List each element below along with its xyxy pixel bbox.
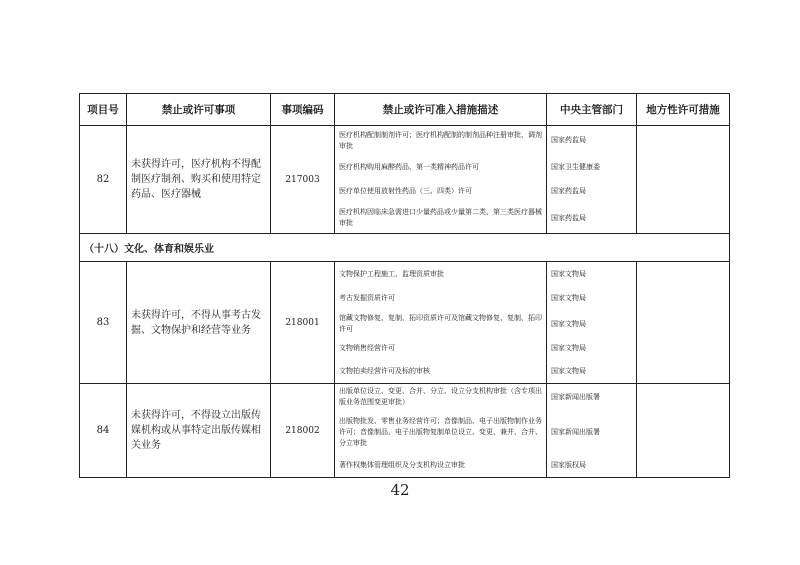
section-title: （十八）文化、体育和娱乐业 [80,234,730,262]
measure-dept: 国家文物局 [551,269,586,278]
row-depts [547,262,637,384]
measure-desc: 馆藏文物修复、复制、拓印资质许可及馆藏文物修复、复制、拓印许可 [339,314,542,333]
row-local [637,126,730,234]
table-row [80,384,730,478]
row-depts [547,384,637,478]
row-id: 83 [80,262,127,384]
measure-desc: 医疗机构购用麻醉药品、第一类精神药品许可 [339,162,479,171]
measure-dept: 国家文物局 [551,366,586,375]
measure-desc: 著作权集体管理组织及分支机构设立审批 [339,461,465,469]
measure-desc: 文物拍卖经营许可及标的审核 [339,366,430,375]
row-item: 未获得许可，不得设立出版传媒机构或从事特定出版传媒相关业务 [127,384,271,478]
header-dept: 中央主管部门 [547,94,637,126]
row-code: 218002 [271,384,335,478]
measure-desc: 医疗机构配制制剂许可；医疗机构配制的制剂品种注册审批、调剂审批 [339,130,542,150]
measure-dept: 国家新闻出版署 [551,427,600,436]
row-code: 217003 [271,126,335,234]
row-item: 未获得许可，医疗机构不得配制医疗制剂、购买和使用特定药品、医疗器械 [127,126,271,234]
measure-dept: 国家药监局 [551,136,586,144]
row-item: 未获得许可，不得从事考古发掘、文物保护和经营等业务 [127,262,271,384]
measure-desc: 考古发掘资质许可 [339,293,395,302]
row-measures [335,262,547,384]
row-code: 218001 [271,262,335,384]
row-measures [335,384,547,478]
measure-dept: 国家文物局 [551,344,586,352]
table-header-row [80,94,730,126]
section-row [80,234,730,262]
row-measures [335,126,547,234]
page-number: 42 [390,481,410,499]
header-desc: 禁止或许可准入措施描述 [335,94,547,126]
measure-desc: 文物保护工程施工、监理资质审批 [339,269,444,278]
row-depts [547,126,637,234]
permit-table [79,93,730,478]
measure-dept: 国家文物局 [551,293,586,302]
header-local: 地方性许可措施 [637,94,730,126]
table-row [80,126,730,234]
row-id: 82 [80,126,127,234]
measure-desc: 出版单位设立、变更、合并、分立、设立分支机构审批（含专项出版业务范围变更审批） [339,387,542,406]
table-row [80,262,730,384]
header-item: 禁止或许可事项 [127,94,271,126]
measure-dept: 国家药监局 [551,213,586,222]
measure-desc: 文物销售经营许可 [339,344,395,352]
header-code: 事项编码 [271,94,335,126]
measure-dept: 国家文物局 [551,319,586,328]
measure-dept: 国家新闻出版署 [551,392,600,401]
measure-desc: 医疗单位使用放射性药品（三、四类）许可 [339,186,472,195]
measure-desc: 出版物批发、零售业务经营许可；音像制品、电子出版物制作业务许可；音像制品、电子出版物复制单位设立、变更、兼并、合并、分立审批 [339,416,542,447]
measure-dept: 国家药监局 [551,186,586,195]
row-local [637,262,730,384]
row-local [637,384,730,478]
measure-dept: 国家版权局 [551,461,586,469]
measure-dept: 国家卫生健康委 [551,162,600,171]
measure-desc: 医疗机构因临床急需进口少量药品或少量第二类、第三类医疗器械审批 [339,208,542,227]
row-id: 84 [80,384,127,478]
header-id: 项目号 [80,94,127,126]
